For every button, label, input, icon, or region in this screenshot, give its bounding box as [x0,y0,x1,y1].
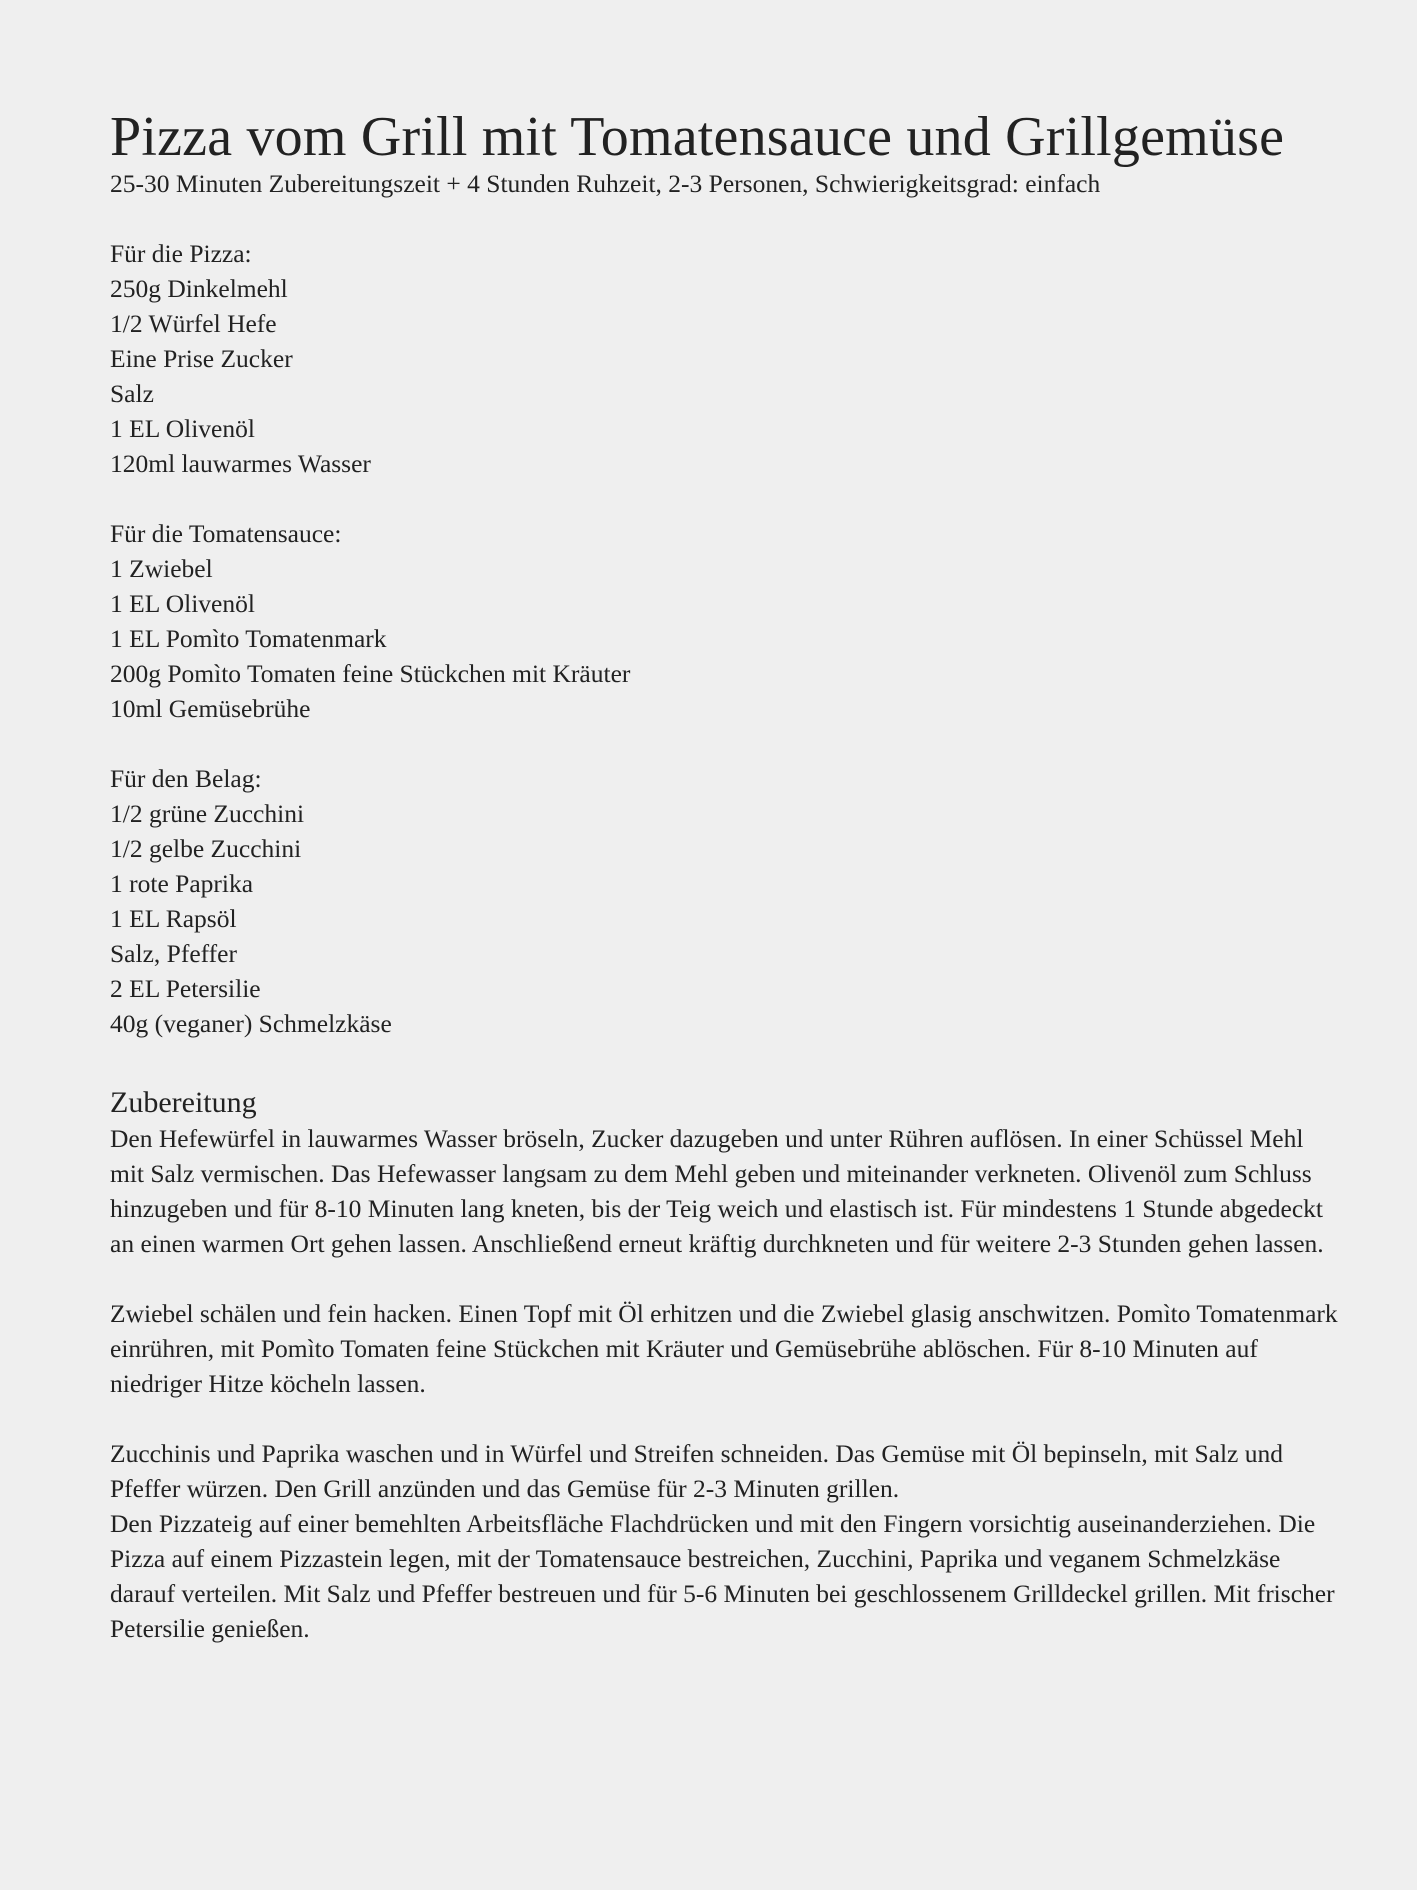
ingredient-item: 1/2 gelbe Zucchini [110,833,302,863]
ingredient-item: Salz [110,378,154,408]
ingredient-item: 1 EL Olivenöl [110,413,255,443]
ingredient-item: 1/2 grüne Zucchini [110,798,305,828]
ingredient-item: Salz, Pfeffer [110,938,237,968]
ingredient-item: 2 EL Petersilie [110,973,261,1003]
preparation-heading: Zubereitung [110,1085,257,1119]
ingredients-topping [110,761,1340,1041]
section-heading: Für die Tomatensauce: [110,518,342,548]
preparation-paragraph: Zwiebel schälen und fein hacken. Einen Topf mit Öl erhitzen und die Zwiebel glasig anschwitzen. Pomìto Tomatenmark einrühren, mit Pomìto Tomaten feine Stückchen mit Kräuter und Gemüsebrühe ablöschen. Für 8-10 Minuten auf niedriger Hitze köcheln lassen. [110,1298,1338,1398]
ingredient-item: 1 Zwiebel [110,553,213,583]
preparation-paragraph: Den Hefewürfel in lauwarmes Wasser bröseln, Zucker dazugeben und unter Rühren auflösen. In einer Schüssel Mehl mit Salz vermischen. Das Hefewasser langsam zu dem Mehl geben und miteinander verkneten. Olivenöl zum Schluss hinzugeben und für 8-10 Minuten lang kneten, bis der Teig weich und elastisch ist. Für mindestens 1 Stunde abgedeckt an einen warmen Ort gehen lassen. Anschließend erneut kräftig durchkneten und für weitere 2-3 Stunden gehen lassen. [110,1123,1324,1258]
ingredient-item: 1 EL Rapsöl [110,903,237,933]
recipe-meta: 25-30 Minuten Zubereitungszeit + 4 Stunden Ruhzeit, 2-3 Personen, Schwierigkeitsgrad: einfach [110,168,1101,198]
section-heading: Für die Pizza: [110,238,252,268]
ingredient-item: 10ml Gemüsebrühe [110,693,311,723]
section-heading: Für den Belag: [110,763,262,793]
ingredient-item: 1 EL Pomìto Tomatenmark [110,623,387,653]
ingredient-item: 120ml lauwarmes Wasser [110,448,371,478]
ingredient-item: 1/2 Würfel Hefe [110,308,277,338]
ingredient-item: 250g Dinkelmehl [110,273,288,303]
ingredients-pizza [110,236,1340,481]
ingredients-tomato-sauce [110,516,1340,726]
ingredient-item: 40g (veganer) Schmelzkäse [110,1008,392,1038]
ingredient-item: 200g Pomìto Tomaten feine Stückchen mit Kräuter [110,658,631,688]
preparation-paragraph: Den Pizzateig auf einer bemehlten Arbeitsfläche Flachdrücken und mit den Fingern vorsichtig auseinanderziehen. Die Pizza auf einem Pizzastein legen, mit der Tomatensauce bestreichen, Zucchini, Paprika und veganem Schmelzkäse darauf verteilen. Mit Salz und Pfeffer bestreuen und für 5-6 Minuten bei geschlossenem Grilldeckel grillen. Mit frischer Petersilie genießen. [110,1508,1335,1643]
recipe-title: Pizza vom Grill mit Tomatensauce und Grillgemüse [110,106,1285,168]
ingredient-item: 1 EL Olivenöl [110,588,255,618]
preparation-paragraph: Zucchinis und Paprika waschen und in Würfel und Streifen schneiden. Das Gemüse mit Öl bepinseln, mit Salz und Pfeffer würzen. Den Grill anzünden und das Gemüse für 2-3 Minuten grillen. [110,1438,1283,1503]
recipe-document [110,108,1340,1646]
ingredient-item: Eine Prise Zucker [110,343,293,373]
ingredient-item: 1 rote Paprika [110,868,254,898]
